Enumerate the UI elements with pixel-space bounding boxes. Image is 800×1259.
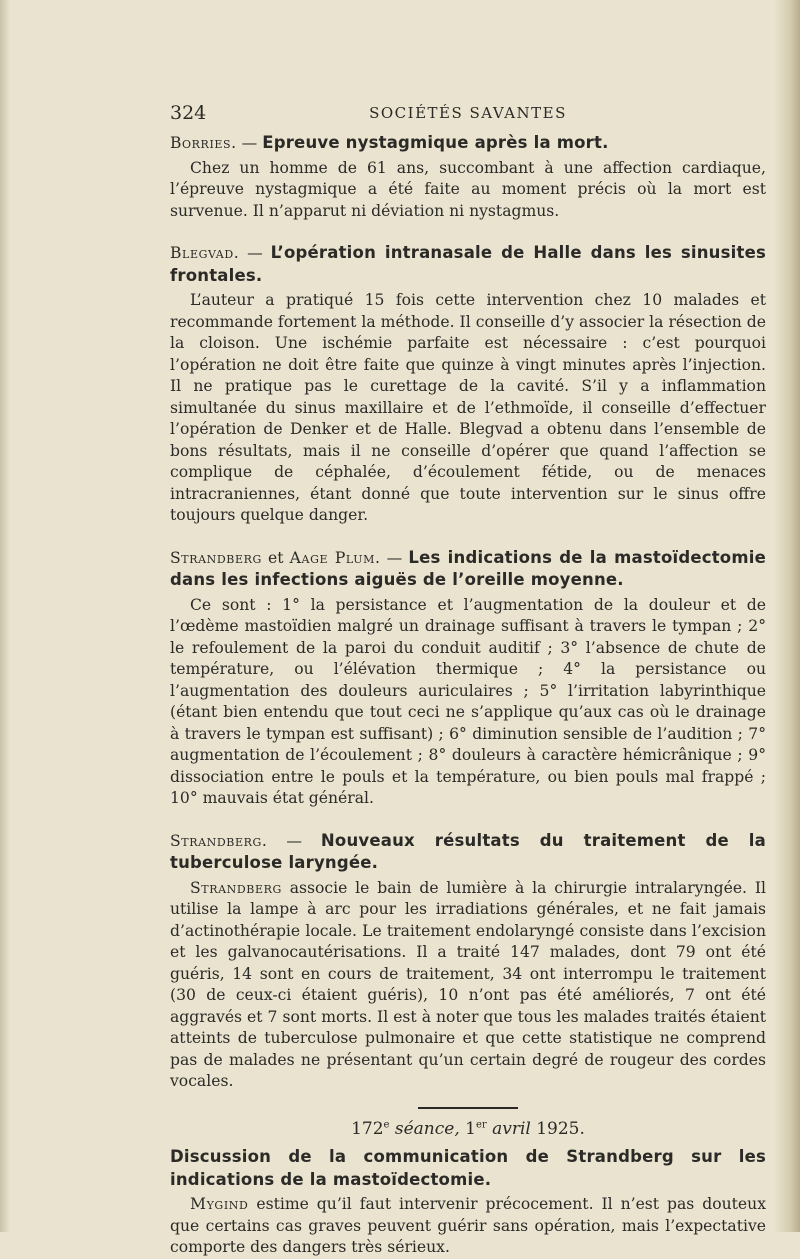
entry-author: Borries. <box>170 134 237 152</box>
paragraph-text: associe le bain de lumière à la chirurgie intralaryngée. Il utilise la lampe à arc pour les irradiations générales, et ne fait jamais d’actinothérapie locale. Le traitement endolaryngé consiste dans l’excision et les galvanocautérisations. Il a traité 147 malades, dont 79 ont été guéris, 14 sont en cours de traitement, 34 ont interrompu le traitement (30 de ceux-ci étaient guéris), 10 n’ont pas été améliorés, 7 ont été aggravés et 7 sont morts. Il est à noter que tous les malades traités étaient atteints de tuberculose pulmonaire et que cette statistique ne comprend pas de malades ne présentant qu’un certain degré de rougeur des cordes vocales. <box>170 878 766 1090</box>
discussion-heading <box>170 1146 766 1191</box>
entry-heading <box>170 132 766 155</box>
entry-paragraph: Ce sont : 1° la persistance et l’augmentation de la douleur et de l’œdème mastoïdien malgré un drainage suffisant à travers le tympan ; 2° le refoulement de la paroi du conduit auditif ; 3° l’absence de chute de température, ou l’élévation thermique ; 4° la persistance ou l’augmentation des douleurs auriculaires ; 5° l’irritation labyrinthique (étant bien entendu que tout ceci ne s’applique qu’aux cas où le drainage à travers le tympan est suffisant) ; 6° diminution sensible de l’audition ; 7° augmentation de l’écoulement ; 8° douleurs à caractère hémicrânique ; 9° dissociation entre le pouls et la température, ou bien pouls mal frappé ; 10° mauvais état général. <box>170 595 766 807</box>
paragraph-text: estime qu’il faut intervenir précocement. Il n’est pas douteux que certains cas graves peuvent guérir sans opération, mais l’expectative comporte des dangers très sérieux. <box>170 1195 766 1256</box>
running-head <box>170 96 766 126</box>
session-date <box>170 1119 766 1141</box>
discussion-paragraph <box>170 1194 766 1259</box>
document-page <box>170 96 766 1259</box>
running-title: SOCIÉTÉS SAVANTES <box>369 104 567 122</box>
entry-dash: — <box>380 548 409 567</box>
paragraph-lead-author: Mygind <box>190 1195 249 1213</box>
page-number: 324 <box>170 102 207 124</box>
entry-author: Strandberg. <box>170 831 268 850</box>
entry-paragraph: L’auteur a pratiqué 15 fois cette intervention chez 10 malades et recommande fortement la méthode. Il conseille d’y associer la résection de la cloison. Une ischémie parfaite est nécessaire : c’est pourquoi l’opération ne doit être faite que quinze à vingt minutes après l’injection. Il ne pratique pas le curettage de la cavité. S’il y a inflammation simultanée du sinus maxillaire et de l’ethmoïde, il conseille d’effectuer l’opération de Denker et de Halle. Blegvad a obtenu dans l’ensemble de bons résultats, mais il ne conseille d’opérer que quand l’affection se complique de céphalée, d’écoulement fétide, ou de menaces intracraniennes, étant donné que toute intervention sur le sinus offre toujours quelque danger. <box>170 291 766 524</box>
page-edge-right <box>774 0 800 1232</box>
entry-title: Les indications de la mastoïdectomie dans les infections aiguës de l’oreille moyenne. <box>170 547 766 589</box>
session-label: séance, <box>389 1118 460 1139</box>
entry-dash: — <box>239 244 271 262</box>
entry-title: Epreuve nystagmique après la mort. <box>262 133 609 152</box>
session-day-sup: er <box>475 1118 487 1130</box>
session-year: 1925. <box>530 1118 585 1139</box>
entry-heading <box>170 547 766 592</box>
entry-author: Strandberg <box>170 548 262 567</box>
session-month: avril <box>486 1118 531 1139</box>
entry-author: Aage Plum. <box>289 548 381 567</box>
page-edge-left <box>0 0 10 1232</box>
session-number-sup: e <box>383 1118 390 1130</box>
section-divider <box>418 1107 518 1109</box>
entry-title: L’opération intranasale de Halle dans les sinusites frontales. <box>170 243 766 285</box>
entry-dash: — <box>236 134 263 152</box>
entry-heading <box>170 830 766 875</box>
entry-author: Blegvad. <box>170 244 240 262</box>
entry-paragraph: Chez un homme de 61 ans, succombant à une affection cardiaque, l’épreuve nystagmique a été faite au moment précis où la mort est survenue. Il n’apparut ni déviation ni nystagmus. <box>170 158 766 220</box>
entry-title: Nouveaux résultats du traitement de la tuberculose laryngée. <box>170 830 766 872</box>
session-number: 172 <box>351 1118 384 1139</box>
entry-paragraph <box>170 878 766 1093</box>
session-day: 1 <box>459 1118 476 1139</box>
entry-conjunction: et <box>261 548 290 567</box>
entry-dash: — <box>267 831 321 850</box>
paragraph-lead-author: Strandberg <box>190 878 282 897</box>
entry-heading <box>170 242 766 287</box>
discussion-title: Discussion de la communication de Strandberg sur les indications de la mastoïdectomie. <box>170 1147 766 1189</box>
